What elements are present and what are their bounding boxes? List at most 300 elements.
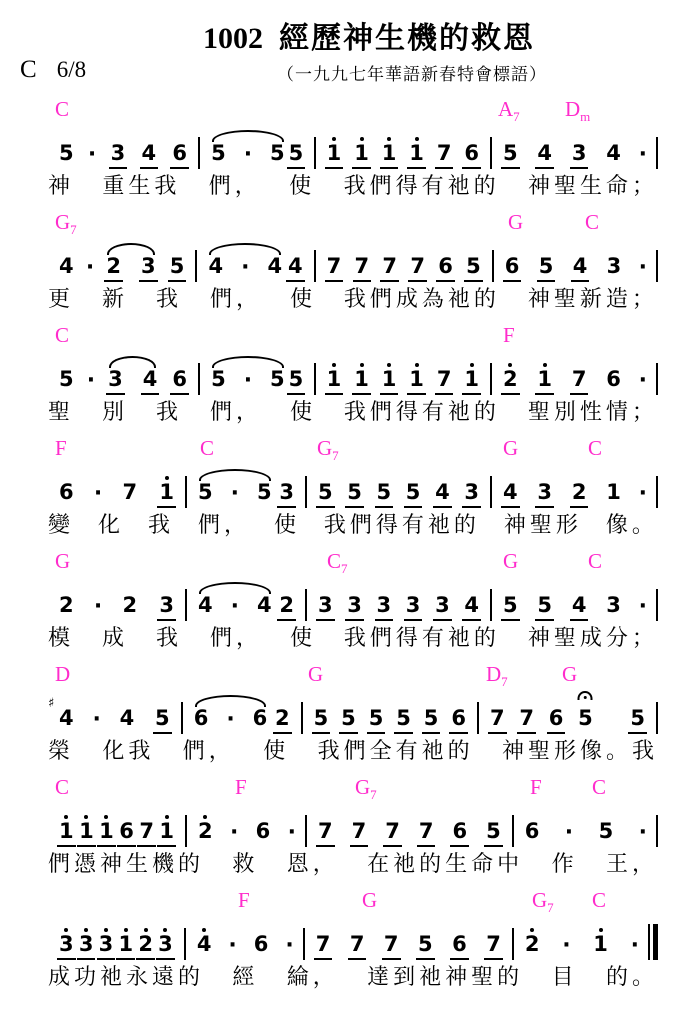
note-digit: 7	[351, 819, 367, 843]
measure	[303, 706, 477, 734]
note-digit: 1	[464, 367, 479, 391]
note	[535, 141, 554, 169]
note	[97, 932, 116, 960]
note	[547, 706, 566, 734]
note	[488, 706, 507, 734]
note	[523, 819, 542, 847]
note-digit: 5	[341, 706, 356, 730]
note	[316, 593, 335, 621]
note	[380, 367, 399, 395]
duration-dot: ·	[287, 820, 296, 845]
note	[433, 480, 452, 508]
note	[501, 593, 520, 621]
note	[484, 819, 503, 847]
note	[383, 819, 402, 847]
note	[136, 932, 155, 960]
lyrics-row	[48, 170, 658, 206]
music-system-8	[0, 887, 674, 1000]
note-digit: 5	[169, 254, 185, 278]
note-digit: 1	[606, 480, 621, 504]
note-digit: 4	[288, 254, 303, 278]
note-digit: 4	[435, 480, 450, 504]
lyrics-row	[48, 509, 658, 545]
note-digit: 3	[537, 480, 553, 504]
note	[156, 932, 175, 960]
duration-dot: ·	[93, 481, 103, 506]
note	[287, 141, 306, 169]
note	[570, 593, 589, 621]
barline	[656, 702, 658, 734]
lyric-segment: 王，	[605, 851, 658, 876]
lyric-segment: 神聖形像。我	[501, 738, 658, 763]
note	[407, 141, 426, 169]
measure	[494, 254, 656, 282]
lyric-segment: 使	[289, 625, 316, 650]
note	[277, 593, 296, 621]
lyric-segment: 新	[101, 286, 128, 311]
note	[196, 593, 215, 621]
duration-dot: ·	[638, 142, 647, 167]
chord-label: G	[503, 549, 519, 573]
note	[268, 367, 287, 395]
note-digit: 6	[451, 706, 466, 730]
chord-label: F	[238, 888, 250, 912]
note-digit: 1	[326, 141, 342, 165]
note	[137, 819, 156, 847]
lyric-segment: 變	[48, 512, 75, 537]
chord-quality: 7	[70, 222, 77, 238]
lyric-segment: 我	[155, 625, 182, 650]
measure	[197, 254, 313, 282]
measure	[492, 480, 656, 508]
note-digit: 5	[503, 593, 518, 617]
note-digit: 1	[79, 819, 94, 843]
measure	[48, 480, 185, 508]
duration-dot: ·	[241, 255, 250, 280]
page-title	[0, 0, 674, 56]
note-digit: 3	[159, 593, 175, 617]
note	[604, 141, 623, 169]
note	[57, 932, 76, 960]
note-digit: 3	[347, 593, 362, 617]
lyric-segment: 救	[232, 851, 259, 876]
duration-dot: ·	[228, 933, 237, 958]
note-digit: 1	[381, 367, 397, 391]
note	[140, 141, 159, 169]
note-digit: 2	[59, 593, 74, 617]
note-digit: 7	[122, 480, 138, 504]
note-digit: 1	[354, 141, 369, 165]
note-digit: 5	[630, 706, 645, 730]
note-digit: 7	[486, 932, 501, 956]
note-digit: 5	[313, 706, 329, 730]
barline	[656, 363, 658, 395]
note-digit: 3	[606, 593, 621, 617]
note	[206, 254, 225, 282]
tie-group	[206, 254, 284, 282]
note	[605, 254, 624, 282]
lyric-segment: 神聖成分；	[527, 625, 658, 650]
time-signature: 6/8	[56, 57, 87, 82]
chord-label: C	[592, 775, 607, 799]
note	[325, 141, 344, 169]
note-digit: 5	[198, 480, 213, 504]
chord-label: C	[588, 549, 603, 573]
note	[57, 819, 76, 847]
chord-label: C	[585, 210, 600, 234]
note-digit: 7	[385, 819, 400, 843]
note	[314, 932, 333, 960]
note	[325, 254, 344, 282]
note	[462, 480, 481, 508]
note	[348, 932, 367, 960]
note-digit: 6	[606, 367, 621, 391]
note	[537, 254, 556, 282]
note	[157, 480, 176, 508]
note-digit: 3	[59, 932, 74, 956]
lyric-segment: 經	[232, 964, 259, 989]
note-digit: 5	[486, 819, 501, 843]
note-digit: 3	[405, 593, 421, 617]
note	[170, 141, 189, 169]
note	[345, 593, 364, 621]
barline	[656, 589, 658, 621]
note-digit: 3	[571, 141, 587, 165]
lyric-segment: 在祂的生命中	[367, 851, 524, 876]
note-digit: 5	[466, 254, 481, 278]
note	[462, 367, 481, 395]
note-digit: 4	[208, 254, 224, 278]
lyric-segment: 重生我	[102, 173, 181, 198]
note-digit: 3	[158, 932, 173, 956]
note-digit: 6	[252, 706, 268, 730]
note	[157, 593, 176, 621]
lyrics-row	[48, 622, 658, 658]
chord-row	[48, 437, 658, 462]
lyric-segment: 達到祂神聖的	[367, 964, 524, 989]
note-digit: 5	[288, 367, 304, 391]
lyric-segment: 們，	[197, 512, 250, 537]
lyrics-row	[48, 735, 658, 771]
note-digit: 3	[110, 141, 126, 165]
note-digit: 5	[537, 593, 553, 617]
note	[265, 254, 284, 282]
measure	[187, 480, 305, 508]
duration-dot: ·	[630, 933, 639, 958]
note-digit: 6	[255, 819, 271, 843]
chord-label: $G_7$	[355, 775, 377, 803]
lyric-segment: 使	[289, 399, 316, 424]
note	[287, 367, 306, 395]
measure	[48, 254, 195, 282]
note-digit: 7	[326, 254, 342, 278]
note-digit: 4	[198, 593, 213, 617]
note	[501, 367, 520, 395]
note	[116, 932, 135, 960]
note-digit: 3	[317, 593, 333, 617]
chord-label: F	[235, 775, 247, 799]
lyric-segment: 們，	[182, 738, 235, 763]
notation-row	[48, 349, 658, 395]
measure	[479, 706, 656, 734]
note	[570, 367, 589, 395]
note-digit: 7	[571, 367, 587, 391]
note-digit: 7	[490, 706, 505, 730]
note-digit: 6	[452, 932, 467, 956]
note-digit: 4	[571, 593, 587, 617]
note-digit: 2	[106, 254, 121, 278]
tie-group	[106, 367, 159, 395]
note	[57, 254, 76, 282]
note	[462, 141, 481, 169]
lyric-segment: 我們得有祂的	[343, 399, 500, 424]
note	[192, 706, 211, 734]
note-digit: 5	[270, 141, 285, 165]
tie-group	[192, 706, 270, 734]
chord-label: F	[503, 323, 515, 347]
note	[195, 932, 214, 960]
note	[209, 367, 228, 395]
lyric-segment: 神	[48, 173, 75, 198]
note-digit: 5	[503, 141, 518, 165]
lyric-segment: 作	[551, 851, 578, 876]
song-subtitle: （一九九七年華語新春特會標語）	[277, 65, 547, 84]
note-digit: 4	[59, 706, 74, 730]
note	[252, 932, 271, 960]
note-digit: 6	[504, 254, 520, 278]
note-digit: 4	[606, 141, 621, 165]
note-digit: 4	[267, 254, 283, 278]
measure	[492, 593, 656, 621]
note	[104, 254, 123, 282]
note	[254, 819, 273, 847]
note-digit: 6	[464, 141, 479, 165]
note-digit: 4	[141, 141, 157, 165]
chord-label: $G_7$	[55, 210, 77, 238]
measure	[187, 593, 305, 621]
lyric-segment: 聖別性情；	[527, 399, 658, 424]
chord-label: $D_7$	[486, 662, 508, 690]
note-digit: 1	[354, 367, 369, 391]
lyric-segment: 成	[101, 625, 128, 650]
meta-row	[0, 56, 674, 94]
measure	[48, 696, 181, 734]
note-digit: 3	[140, 254, 156, 278]
note-digit: 1	[59, 819, 74, 843]
measure	[492, 367, 656, 395]
note	[501, 480, 520, 508]
note-digit: 5	[270, 367, 285, 391]
note	[57, 367, 76, 395]
note	[352, 367, 371, 395]
note-digit: 6	[172, 367, 188, 391]
note-digit: 5	[211, 367, 226, 391]
lyric-segment: 們，	[209, 399, 262, 424]
note-digit: 7	[418, 819, 434, 843]
note-digit: 4	[503, 480, 518, 504]
lyric-segment: 我們全有祂的	[317, 738, 474, 763]
note	[121, 480, 140, 508]
duration-dot: ·	[562, 933, 571, 958]
music-system-6	[0, 661, 674, 774]
chord-quality: 7	[513, 109, 520, 125]
note	[77, 819, 96, 847]
notation-row	[48, 688, 658, 734]
note-digit: 5	[578, 706, 593, 730]
music-system-5	[0, 548, 674, 661]
measure	[200, 141, 314, 169]
note	[570, 141, 589, 169]
note	[77, 932, 96, 960]
chord-row	[48, 663, 658, 688]
chord-label: C	[592, 888, 607, 912]
note	[251, 706, 270, 734]
note-digit: 4	[196, 932, 212, 956]
note-digit: 1	[537, 367, 553, 391]
lyric-segment: 神聖新造；	[527, 286, 658, 311]
measure	[514, 932, 648, 960]
notation-row	[48, 801, 658, 847]
note-digit: 7	[315, 932, 331, 956]
chord-label: F	[530, 775, 542, 799]
chord-label: C	[588, 436, 603, 460]
lyric-segment: 恩，	[286, 851, 339, 876]
note-digit: 4	[572, 254, 588, 278]
note	[449, 706, 468, 734]
note-digit: 2	[274, 706, 290, 730]
note	[464, 254, 483, 282]
note-digit: 5	[368, 706, 384, 730]
note	[312, 706, 331, 734]
note-digit: 5	[347, 480, 362, 504]
music-system-4	[0, 435, 674, 548]
note	[209, 141, 228, 169]
barline	[656, 476, 658, 508]
chord-row	[48, 776, 658, 801]
note-digit: 2	[503, 367, 518, 391]
chord-label: D	[55, 662, 71, 686]
note	[523, 932, 542, 960]
tie-group	[196, 480, 274, 508]
note-digit: 5	[396, 706, 411, 730]
music-system-7	[0, 774, 674, 887]
note-digit: 3	[435, 593, 450, 617]
duration-dot: ·	[86, 368, 96, 393]
note	[484, 932, 503, 960]
note	[517, 706, 536, 734]
note	[382, 932, 401, 960]
chord-label: $G_7$	[532, 888, 554, 916]
measure	[183, 706, 301, 734]
chord-label: $A_7$	[498, 97, 520, 125]
duration-dot: ·	[93, 594, 103, 619]
lyric-segment: 榮	[48, 738, 75, 763]
note-digit: 5	[288, 141, 304, 165]
final-barline-thin	[648, 924, 650, 960]
note	[157, 819, 176, 847]
note	[604, 367, 623, 395]
lyric-segment: 神聖生命；	[527, 173, 658, 198]
measure	[514, 819, 656, 847]
note-digit: 1	[118, 932, 134, 956]
note	[503, 254, 522, 282]
chord-label: $C_7$	[327, 549, 348, 577]
note-digit: 2	[571, 480, 587, 504]
note	[139, 254, 158, 282]
lyric-segment: 們憑神生機的	[48, 851, 205, 876]
note	[435, 141, 454, 169]
note	[380, 141, 399, 169]
key-time-signature	[20, 56, 86, 84]
chord-label: G	[503, 436, 519, 460]
note	[416, 932, 435, 960]
note	[57, 593, 76, 621]
note-digit: 7	[139, 819, 154, 843]
note	[117, 819, 136, 847]
chord-quality: 7	[332, 448, 339, 464]
fermata-icon	[578, 691, 593, 700]
lyric-segment: 使	[289, 286, 316, 311]
measure	[48, 367, 198, 395]
notation-row	[48, 236, 658, 282]
measure	[187, 819, 305, 847]
duration-dot: ·	[92, 707, 101, 732]
lyric-segment: 們，	[208, 173, 261, 198]
chord-quality: 7	[370, 787, 377, 803]
barline	[656, 137, 658, 169]
note	[109, 141, 128, 169]
note	[375, 480, 394, 508]
duration-dot: ·	[230, 594, 240, 619]
note-digit: 7	[382, 254, 398, 278]
chord-label: G	[562, 662, 578, 686]
tie-group	[209, 367, 287, 395]
note-digit: 7	[317, 819, 333, 843]
measure	[307, 593, 490, 621]
note	[436, 254, 455, 282]
measure	[305, 932, 512, 960]
lyrics-row	[48, 848, 658, 884]
note	[255, 593, 274, 621]
note-digit: 1	[99, 819, 114, 843]
note-digit: 6	[59, 480, 74, 504]
lyric-segment: 神聖形	[503, 512, 582, 537]
measure	[316, 254, 492, 282]
note-digit: 7	[349, 932, 365, 956]
note-digit: 4	[119, 706, 135, 730]
lyric-segment: 我們得有祂的	[323, 512, 480, 537]
music-system-2	[0, 209, 674, 322]
duration-dot: ·	[243, 142, 253, 167]
song-number: 1002	[203, 22, 263, 55]
chord-row	[48, 211, 658, 236]
chord-label: F	[55, 436, 67, 460]
note-digit: 6	[253, 932, 269, 956]
note	[597, 819, 616, 847]
note	[450, 932, 469, 960]
note-digit: 5	[155, 706, 170, 730]
note	[48, 696, 76, 734]
lyric-segment: 成功祂永遠的	[48, 964, 205, 989]
chord-label: G	[362, 888, 378, 912]
note	[404, 480, 423, 508]
note-digit: 2	[122, 593, 138, 617]
note-digit: 3	[78, 932, 94, 956]
notation-row	[48, 123, 658, 169]
note-digit: 6	[119, 819, 134, 843]
note-digit: 4	[59, 254, 74, 278]
note-digit: 4	[257, 593, 272, 617]
